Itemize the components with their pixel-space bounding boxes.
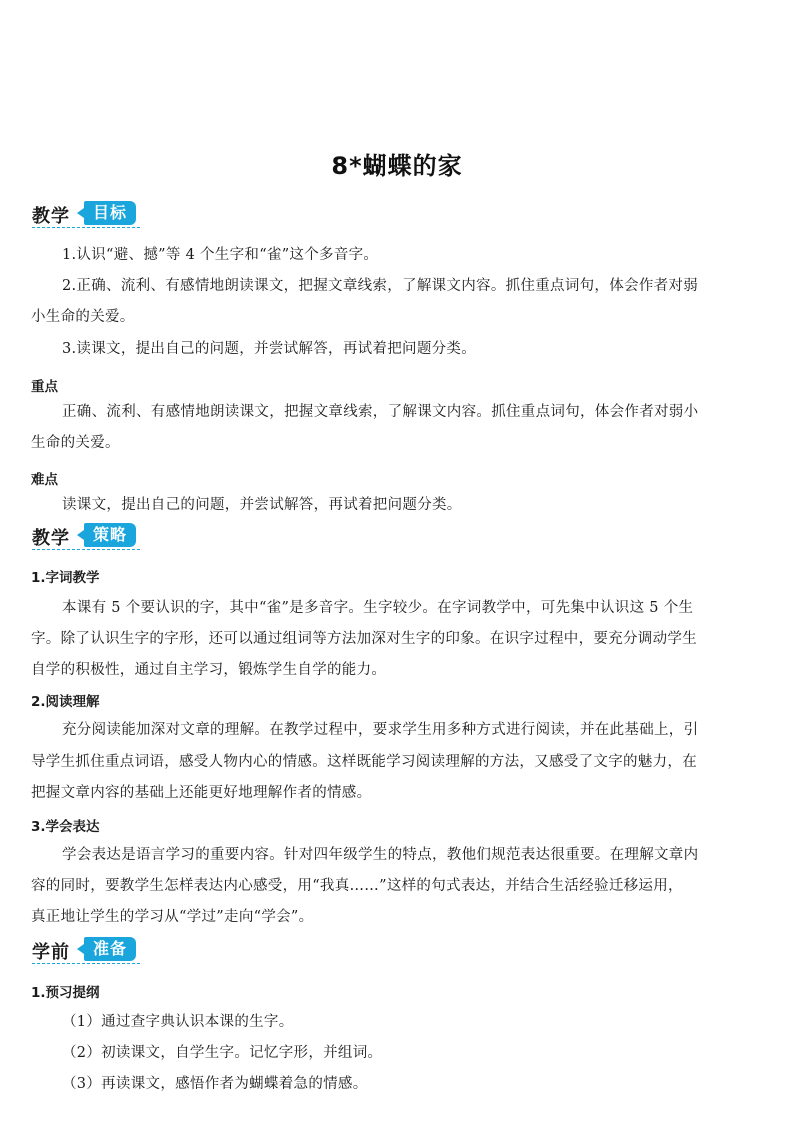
goal-item-2-line-1: 2.正确、流利、有感情地朗读课文，把握文章线索，了解课文内容。抓住重点词句，体会作者对弱 — [62, 278, 699, 294]
goal-item-3: 3.读课文，提出自己的问题，并尝试解答，再试着把问题分类。 — [62, 341, 477, 357]
strategy-2-line-3: 把握文章内容的基础上还能更好地理解作者的情感。 — [31, 785, 372, 801]
goal-item-1: 1.认识“避、撼”等 4 个生字和“雀”这个多音字。 — [62, 247, 379, 263]
difficulty-line-1: 读课文，提出自己的问题，并尝试解答，再试着把问题分类。 — [62, 497, 462, 513]
strategy-heading-1: 1.字词教学 — [31, 570, 100, 586]
section-header-tag: 目标 — [84, 201, 136, 225]
strategy-3-line-3: 真正地让学生的学习从“学过”走向“学会”。 — [31, 909, 314, 925]
key-line-1: 正确、流利、有感情地朗读课文，把握文章线索，了解课文内容。抓住重点词句，体会作者对弱小 — [62, 404, 699, 420]
section-header-strategy — [32, 522, 140, 550]
section-header-main: 教学 — [32, 206, 70, 227]
prep-item-3: （3）再读课文，感悟作者为蝴蝶着急的情感。 — [62, 1076, 368, 1092]
strategy-1-line-3: 自学的积极性，通过自主学习，锻炼学生自学的能力。 — [31, 662, 387, 678]
key-line-2: 生命的关爱。 — [31, 435, 120, 451]
section-header-goals — [32, 200, 140, 228]
key-heading: 重点 — [31, 379, 58, 395]
strategy-heading-2: 2.阅读理解 — [31, 694, 100, 710]
strategy-2-line-1: 充分阅读能加深对文章的理解。在教学过程中，要求学生用多种方式进行阅读，并在此基础上，引 — [62, 722, 699, 738]
strategy-3-line-2: 容的同时，要教学生怎样表达内心感受，用“我真……”这样的句式表达，并结合生活经验迁移运用， — [31, 878, 683, 894]
strategy-heading-3: 3.学会表达 — [31, 819, 100, 835]
section-header-main: 教学 — [32, 528, 70, 549]
prep-item-1: （1）通过查字典认识本课的生字。 — [62, 1014, 294, 1030]
goal-item-2-line-2: 小生命的关爱。 — [31, 309, 135, 325]
section-header-tag: 准备 — [84, 937, 136, 961]
difficulty-heading: 难点 — [31, 472, 58, 488]
section-header-main: 学前 — [32, 942, 70, 963]
section-underline — [32, 549, 140, 550]
strategy-1-line-2: 字。除了认识生字的字形，还可以通过组词等方法加深对生字的印象。在识字过程中，要充分调动学生 — [31, 631, 697, 647]
strategy-1-line-1: 本课有 5 个要认识的字，其中“雀”是多音字。生字较少。在字词教学中，可先集中认识这 5 个生 — [62, 600, 694, 616]
section-underline — [32, 963, 140, 964]
prep-heading-1: 1.预习提纲 — [31, 985, 100, 1001]
strategy-2-line-2: 导学生抓住重点词语，感受人物内心的情感。这样既能学习阅读理解的方法，又感受了文字的魅力，在 — [31, 754, 697, 770]
section-underline — [32, 227, 140, 228]
section-header-prep — [32, 936, 140, 964]
strategy-3-line-1: 学会表达是语言学习的重要内容。针对四年级学生的特点，教他们规范表达很重要。在理解文章内 — [62, 847, 699, 863]
page-title: 8*蝴蝶的家 — [331, 152, 463, 180]
prep-item-2: （2）初读课文，自学生字。记忆字形，并组词。 — [62, 1045, 383, 1061]
section-header-tag: 策略 — [84, 523, 136, 547]
